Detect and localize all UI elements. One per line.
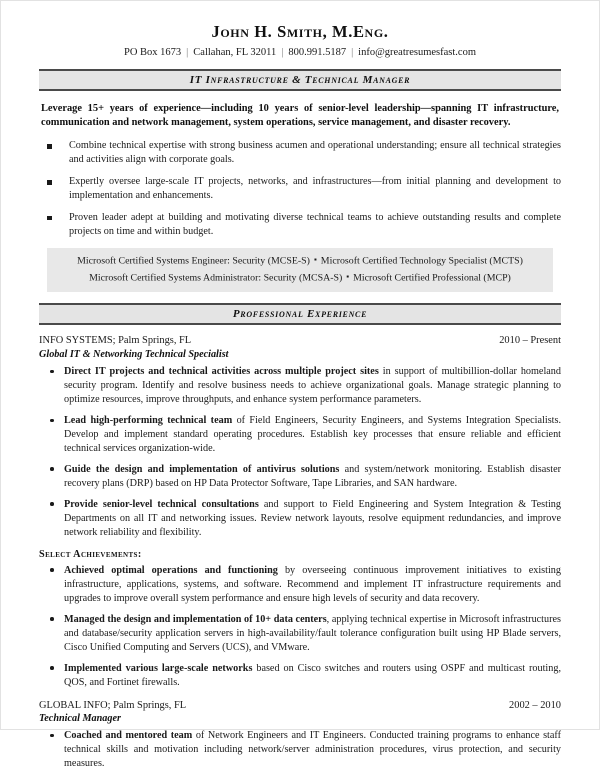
bullet-rest: of Network Engineers and IT Engineers. Conducted training programs to enhance staff technical skills and motivation including network/server administration procedures, virus protection, and security measures. [64,730,561,770]
list-item [39,365,561,407]
page-title: John H. Smith, M.Eng. [211,22,389,41]
certification-name: Microsoft Certified Technology Specialist (MCTS) [320,255,523,267]
job-title: Technical Manager [39,713,121,725]
contact-city-state-zip: Callahan, FL 32011 [193,47,277,59]
bullet-rest: , applying technical expertise in Microsoft infrastructures and database/security application servers in high-availability/fault tolerance configuration built using HP Blade servers, Cisco Unified Computing and Servers (UCS), and VMware. [64,613,561,653]
list-item [39,414,561,456]
employer-name: INFO SYSTEMS; Palm Springs, FL [39,335,192,347]
list-item: Proven leader adept at building and motivating diverse technical teams to achieve outstanding results and complete projects on time and within budget. [39,211,561,239]
contact-po-box: PO Box 1673 [123,47,182,59]
contact-line [39,47,561,60]
experience-bullet-list [39,729,561,771]
certification-name: Microsoft Certified Systems Engineer: Security (MCSE-S) [77,255,310,267]
select-achievements-heading: Select Achievements: [39,548,142,560]
list-item: Expertly oversee large-scale IT projects, networks, and infrastructures—from initial planning and development to implementation and enhancements. [39,175,561,203]
bullet-lead: Coached and mentored team [64,730,193,742]
list-item [39,498,561,540]
bullet-lead: Implemented various large-scale networks [64,662,253,674]
certification-name: Microsoft Certified Systems Administrator: Security (MCSA-S) [89,272,343,284]
list-item [39,613,561,655]
bullet-lead: Managed the design and implementation of 10+ data centers [64,613,327,625]
experience-entry [39,334,561,689]
contact-separator-3: | [351,47,354,59]
headline-band: IT Infrastructure & Technical Manager [39,69,561,91]
bullet-rest: based on Cisco switches and routers using OSPF and multicast routing, QOS, and Fortinet firewalls. [64,662,561,688]
job-title: Global IT & Networking Technical Specialist [39,348,229,360]
certifications-box [47,248,553,293]
list-item [39,729,561,771]
experience-bullet-list [39,365,561,540]
contact-separator-2: | [281,47,284,59]
professional-experience-band: Professional Experience [39,303,561,325]
certification-separator: ▪ [313,254,317,264]
bullet-rest: in support of multibillion-dollar homeland security program. Identify and resolve business needs to achieve organizational goals. Manage strategic planning to optimize resources, improve throughputs, and enhance system performance parameters. [64,366,561,406]
bullet-lead: Achieved optimal operations and functioning [64,564,278,576]
contact-email: info@greatresumesfast.com [358,47,477,59]
bullet-lead: Guide the design and implementation of antivirus solutions [64,463,340,475]
bullet-lead: Lead high-performing technical team [64,415,233,427]
list-item [39,463,561,491]
list-item [39,662,561,690]
certification-separator: ▪ [346,271,350,281]
bullet-lead: Direct IT projects and technical activities across multiple project sites [64,366,379,378]
bullet-lead: Provide senior-level technical consultations [64,498,259,510]
certification-row [57,270,543,287]
bullet-rest: and system/network monitoring. Establish disaster recovery plans (DRP) based on HP Data Protector Software, Tape Libraries, and SAN hardware. [64,463,561,489]
achievements-bullet-list [39,564,561,690]
employment-dates: 2002 – 2010 [509,699,561,711]
summary-statement: Leverage 15+ years of experience—including 10 years of senior-level leadership—spanning IT infrastructure, communication and network management, system operations, service management, and disaster recovery. [41,102,559,129]
certification-row [57,253,543,270]
list-item: Combine technical expertise with strong business acumen and operational understanding; ensure all technical strategies and activities align with corporate goals. [39,139,561,167]
contact-separator-1: | [186,47,189,59]
employment-dates: 2010 – Present [499,335,561,347]
bullet-rest: and support to Field Engineering and System Integration & Testing Departments on all IT and networking issues. Review network layouts, resolve equipment redundancies, and improve network reliability and flexibility. [64,498,561,538]
bullet-rest: by overseeing continuous improvement initiatives to existing infrastructure, applications, systems, and software. Recommend and implement IT infrastructure requirements and upgrades to improve overall system performance and ensure high levels of security and data recovery. [64,564,561,604]
experience-entry [39,699,561,771]
employer-name: GLOBAL INFO; Palm Springs, FL [39,699,187,711]
bullet-rest: of Field Engineers, Security Engineers, and Systems Integration Specialists. Develop and implement standard operating procedures. Establish key processes that ensure reliable and efficient technical services organization-wide. [64,415,561,454]
summary-bullet-list [39,139,561,238]
experience-entry-header [39,334,561,348]
certification-name: Microsoft Certified Professional (MCP) [353,272,511,284]
contact-phone: 800.991.5187 [288,47,347,59]
list-item [39,564,561,606]
experience-entry-header [39,699,561,713]
